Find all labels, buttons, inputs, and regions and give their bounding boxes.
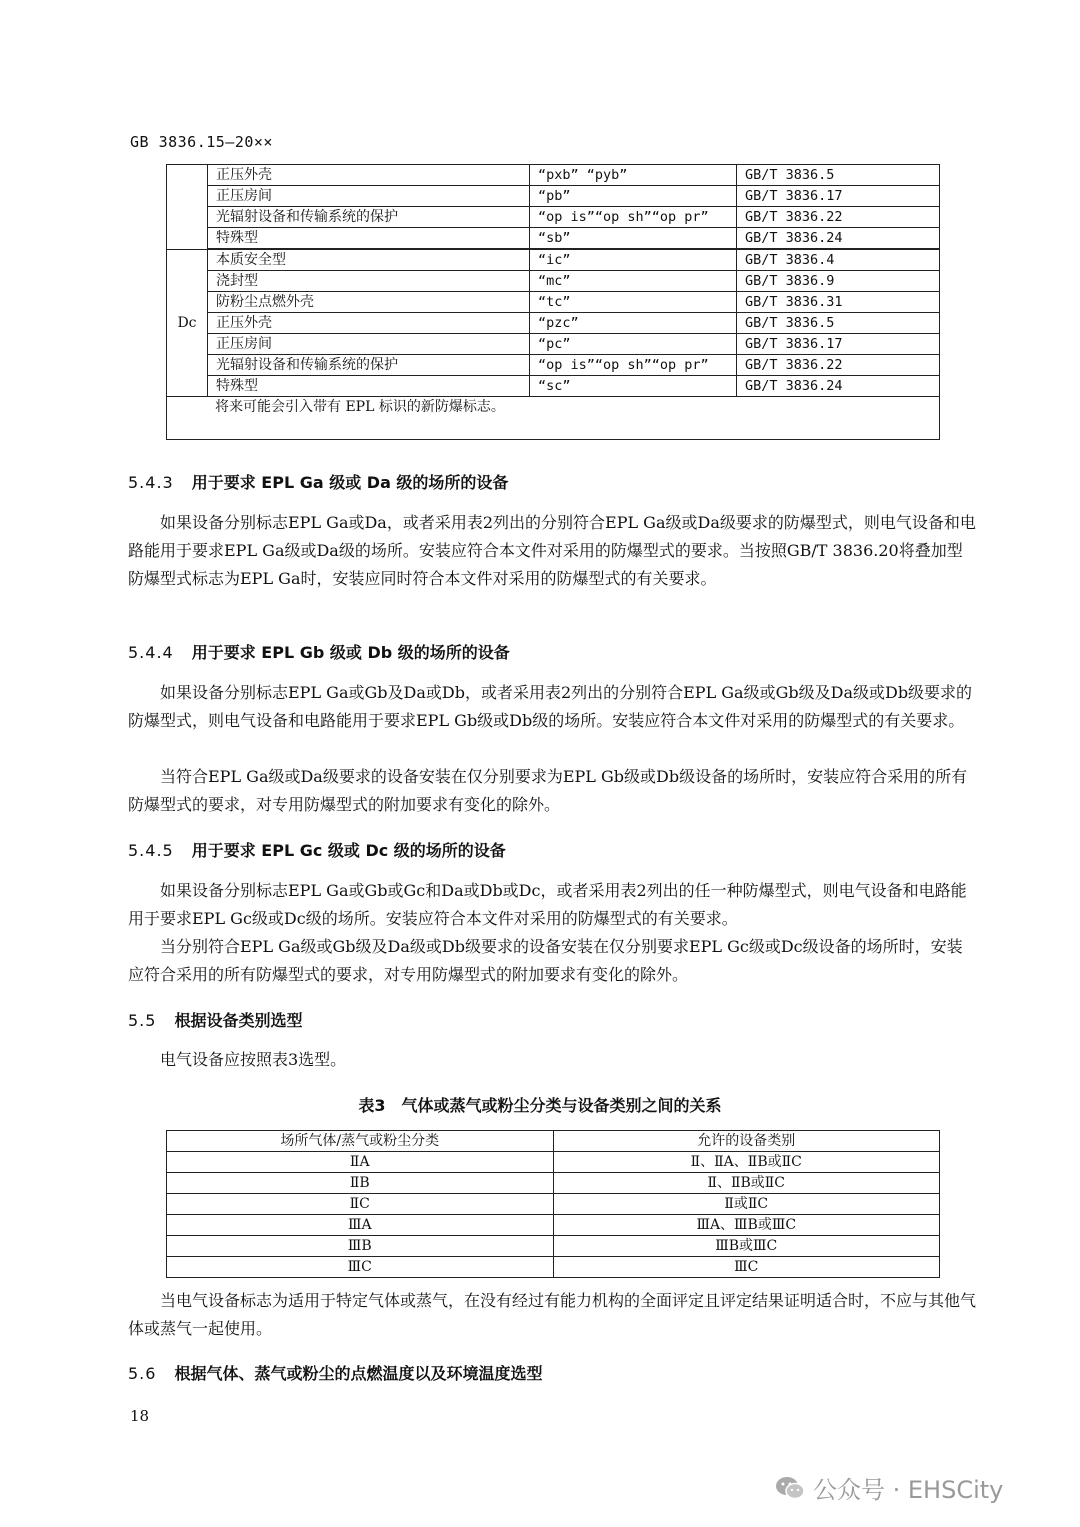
table-cell: ⅡC bbox=[167, 1194, 554, 1215]
table-cell: Ⅱ、ⅡB或ⅡC bbox=[553, 1173, 940, 1194]
table-row bbox=[167, 186, 940, 207]
table-row bbox=[167, 1173, 940, 1194]
type-cell: 正压外壳 bbox=[208, 165, 530, 186]
section-heading-5-4-3 bbox=[128, 470, 508, 493]
paragraph: 当电气设备标志为适用于特定气体或蒸气，在没有经过有能力机构的全面评定且评定结果证明适合时，不应与其他气体或蒸气一起使用。 bbox=[128, 1291, 977, 1338]
std-cell: GB/T 3836.4 bbox=[737, 249, 940, 271]
type-cell: 光辐射设备和传输系统的保护 bbox=[208, 355, 530, 376]
code-cell: “mc” bbox=[530, 271, 737, 292]
table-note: 将来可能会引入带有 EPL 标识的新防爆标志。 bbox=[167, 397, 940, 440]
table-cell: Ⅱ、ⅡA、ⅡB或ⅡC bbox=[553, 1152, 940, 1173]
column-header: 允许的设备类别 bbox=[553, 1131, 940, 1152]
table-row bbox=[167, 271, 940, 292]
table-cell: ⅢC bbox=[167, 1257, 554, 1278]
table-row bbox=[167, 334, 940, 355]
paragraph: 当符合EPL Ga级或Da级要求的设备安装在仅分别要求为EPL Gb级或Db级设备的场所时，安装应符合采用的所有防爆型式的要求，对专用防爆型式的附加要求有变化的除外。 bbox=[128, 767, 968, 814]
section-number: 5.6 bbox=[128, 1364, 157, 1383]
wechat-logo-icon bbox=[775, 1475, 805, 1501]
section-number: 5.4.4 bbox=[128, 643, 174, 662]
table-row bbox=[167, 207, 940, 228]
type-cell: 特殊型 bbox=[208, 228, 530, 250]
table-row bbox=[167, 228, 940, 250]
column-header: 场所气体/蒸气或粉尘分类 bbox=[167, 1131, 554, 1152]
table-row bbox=[167, 376, 940, 397]
std-cell: GB/T 3836.17 bbox=[737, 186, 940, 207]
table-cell: ⅡA bbox=[167, 1152, 554, 1173]
table-cell: ⅡB bbox=[167, 1173, 554, 1194]
section-heading-5-4-5 bbox=[128, 838, 506, 861]
type-cell: 防粉尘点燃外壳 bbox=[208, 292, 530, 313]
type-cell: 正压房间 bbox=[208, 186, 530, 207]
table-row bbox=[167, 249, 940, 271]
type-cell: 正压外壳 bbox=[208, 313, 530, 334]
table-cell: ⅢA bbox=[167, 1215, 554, 1236]
paragraph: 如果设备分别标志EPL Ga或Gb或Gc和Da或Db或Dc，或者采用表2列出的任一种防爆型式，则电气设备和电路能用于要求EPL Gc级或Dc级的场所。安装应符合本文件对采用的防爆型式的有关要求。 bbox=[128, 881, 967, 928]
table3-caption: 表3 气体或蒸气或粉尘分类与设备类别之间的关系 bbox=[358, 1096, 722, 1115]
code-cell: “pb” bbox=[530, 186, 737, 207]
watermark bbox=[775, 1470, 1003, 1505]
section-number: 5.5 bbox=[128, 1011, 157, 1030]
code-cell: “sc” bbox=[530, 376, 737, 397]
std-cell: GB/T 3836.22 bbox=[737, 355, 940, 376]
table-cell: ⅢB bbox=[167, 1236, 554, 1257]
table-row bbox=[167, 165, 940, 186]
table-header-row bbox=[167, 1131, 940, 1152]
epl-cell-blank bbox=[167, 165, 208, 250]
section-title: 根据设备类别选型 bbox=[174, 1011, 303, 1030]
group-category-table bbox=[166, 1130, 940, 1278]
std-cell: GB/T 3836.31 bbox=[737, 292, 940, 313]
code-cell: “sb” bbox=[530, 228, 737, 250]
table-note-row bbox=[167, 397, 940, 440]
type-cell: 特殊型 bbox=[208, 376, 530, 397]
table-row bbox=[167, 1236, 940, 1257]
code-cell: “pc” bbox=[530, 334, 737, 355]
code-cell: “op is”“op sh”“op pr” bbox=[530, 355, 737, 376]
code-cell: “pzc” bbox=[530, 313, 737, 334]
standard-number: GB 3836.15—20×× bbox=[130, 133, 273, 151]
std-cell: GB/T 3836.24 bbox=[737, 228, 940, 250]
paragraph: 如果设备分别标志EPL Ga或Gb及Da或Db，或者采用表2列出的分别符合EPL Ga级或Gb级及Da级或Db级要求的防爆型式，则电气设备和电路能用于要求EPL Gb级或Db级的场所。安装应符合本文件对采用的防爆型式的有关要求。 bbox=[128, 683, 973, 730]
section-number: 5.4.3 bbox=[128, 473, 174, 492]
watermark-text: 公众号 · EHSCity bbox=[813, 1476, 1004, 1504]
section-heading-5-5 bbox=[128, 1008, 302, 1031]
code-cell: “tc” bbox=[530, 292, 737, 313]
type-cell: 正压房间 bbox=[208, 334, 530, 355]
table-row bbox=[167, 313, 940, 334]
table-row bbox=[167, 292, 940, 313]
table-cell: Ⅱ或ⅡC bbox=[553, 1194, 940, 1215]
paragraph: 当分别符合EPL Ga级或Gb级及Da级或Db级要求的设备安装在仅分别要求EPL Gc级或Dc级设备的场所时，安装应符合采用的所有防爆型式的要求，对专用防爆型式的附加要求有变化的除外。 bbox=[128, 937, 963, 984]
page-number: 18 bbox=[130, 1407, 150, 1425]
table-row bbox=[167, 1152, 940, 1173]
section-title: 用于要求 EPL Gc 级或 Dc 级的场所的设备 bbox=[191, 841, 506, 860]
std-cell: GB/T 3836.17 bbox=[737, 334, 940, 355]
std-cell: GB/T 3836.24 bbox=[737, 376, 940, 397]
table-row bbox=[167, 355, 940, 376]
section-title: 根据气体、蒸气或粉尘的点燃温度以及环境温度选型 bbox=[174, 1364, 543, 1383]
paragraph: 如果设备分别标志EPL Ga或Da，或者采用表2列出的分别符合EPL Ga级或Da级要求的防爆型式，则电气设备和电路能用于要求EPL Ga级或Da级的场所。安装应符合本文件对采用的防爆型式的要求。当按照GB/T 3836.20将叠加型防爆型式标志为EPL Ga时，安装应同时符合本文件对采用的防爆型式的有关要求。 bbox=[128, 513, 976, 588]
std-cell: GB/T 3836.5 bbox=[737, 313, 940, 334]
type-cell: 光辐射设备和传输系统的保护 bbox=[208, 207, 530, 228]
table-row bbox=[167, 1257, 940, 1278]
type-cell: 本质安全型 bbox=[208, 249, 530, 271]
section-heading-5-6 bbox=[128, 1361, 542, 1384]
section-title: 用于要求 EPL Ga 级或 Da 级的场所的设备 bbox=[191, 473, 509, 492]
protection-type-table bbox=[166, 164, 940, 440]
std-cell: GB/T 3836.5 bbox=[737, 165, 940, 186]
table-row bbox=[167, 1194, 940, 1215]
std-cell: GB/T 3836.9 bbox=[737, 271, 940, 292]
type-cell: 浇封型 bbox=[208, 271, 530, 292]
code-cell: “op is”“op sh”“op pr” bbox=[530, 207, 737, 228]
table-cell: ⅢA、ⅢB或ⅢC bbox=[553, 1215, 940, 1236]
section-heading-5-4-4 bbox=[128, 640, 510, 663]
code-cell: “ic” bbox=[530, 249, 737, 271]
paragraph: 电气设备应按照表3选型。 bbox=[160, 1050, 347, 1069]
table-cell: ⅢB或ⅢC bbox=[553, 1236, 940, 1257]
code-cell: “pxb” “pyb” bbox=[530, 165, 737, 186]
section-title: 用于要求 EPL Gb 级或 Db 级的场所的设备 bbox=[191, 643, 510, 662]
section-number: 5.4.5 bbox=[128, 841, 174, 860]
epl-cell-dc: Dc bbox=[167, 249, 208, 397]
table-cell: ⅢC bbox=[553, 1257, 940, 1278]
table-row bbox=[167, 1215, 940, 1236]
std-cell: GB/T 3836.22 bbox=[737, 207, 940, 228]
